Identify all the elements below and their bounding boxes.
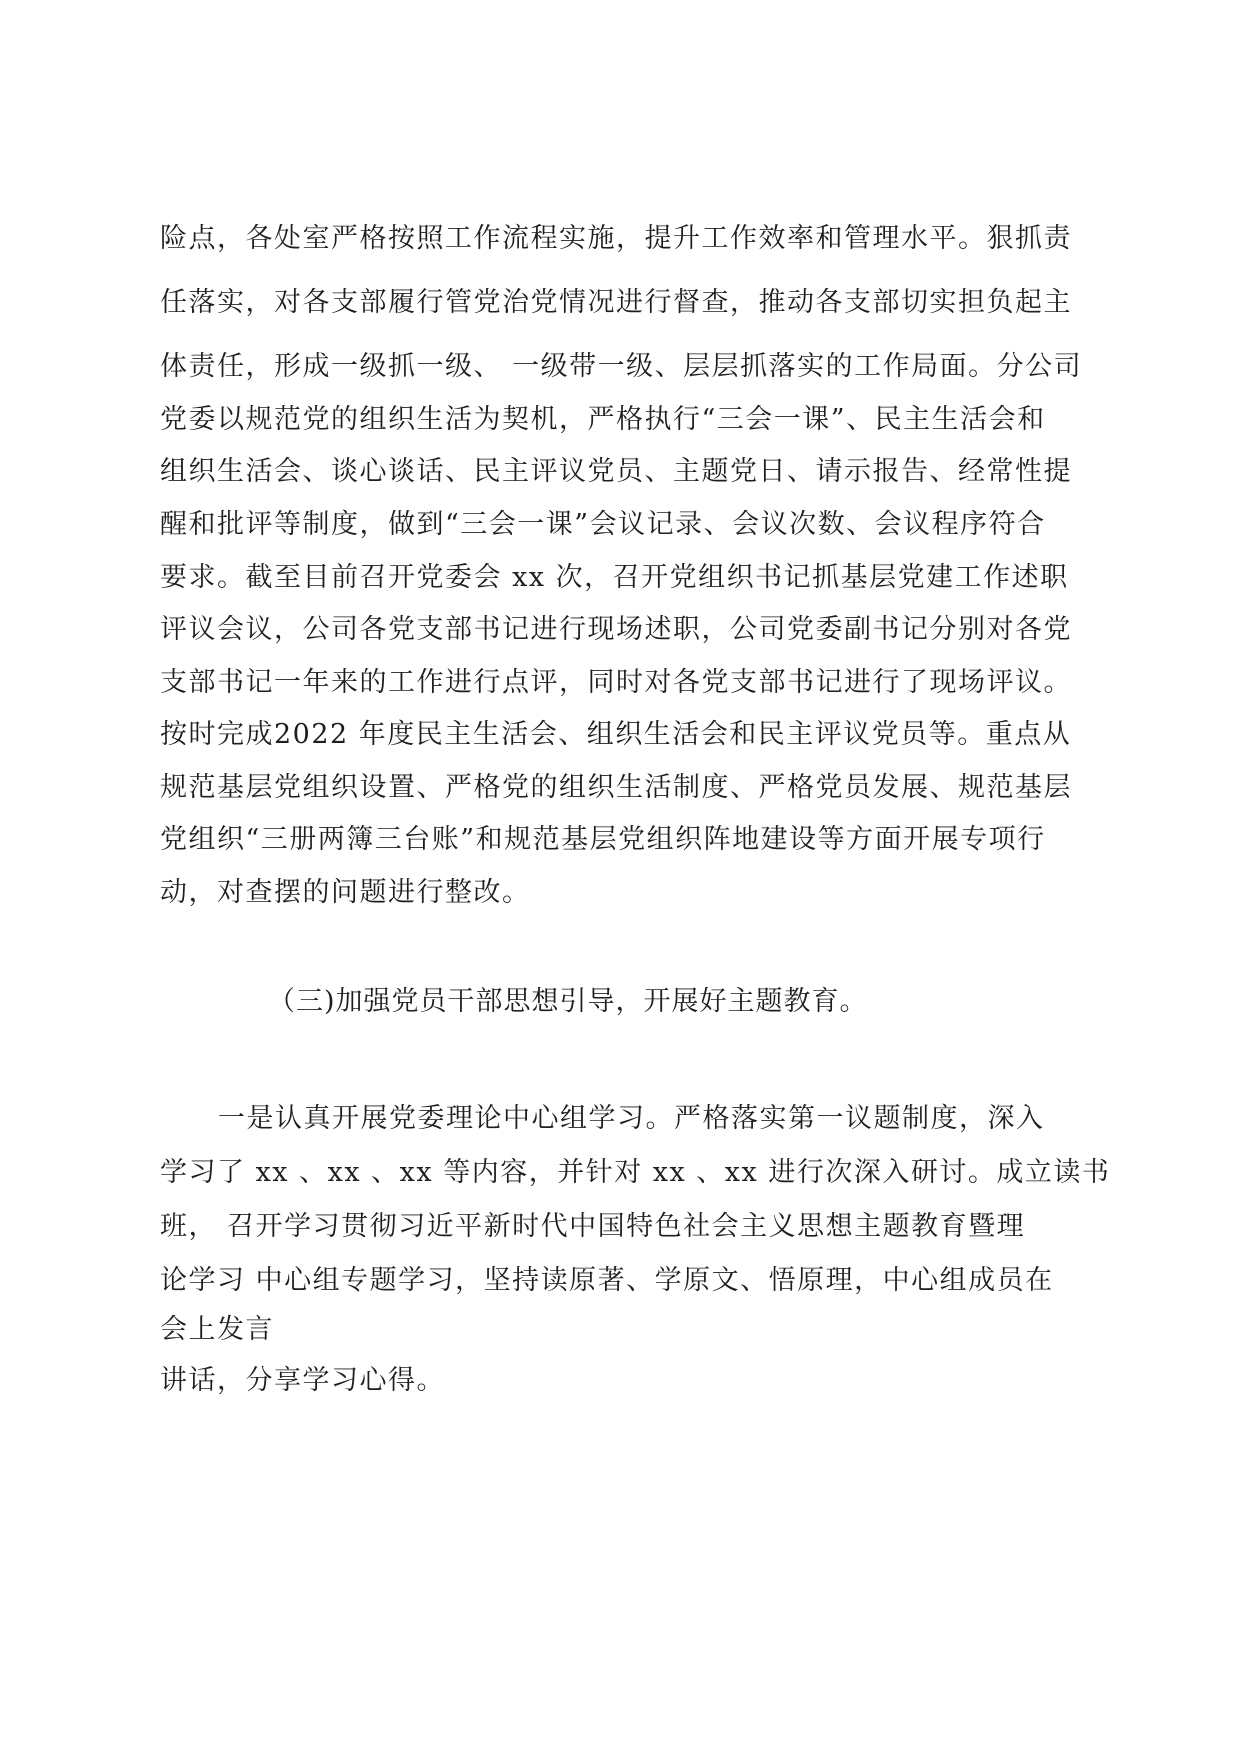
paragraph-line: 组织生活会、谈心谈话、民主评议党员、主题党日、请示报告、经常性提 (160, 456, 1072, 487)
paragraph-line: 讲话，分享学习心得。 (160, 1365, 445, 1396)
paragraph-line: 要求。截至目前召开党委会 xx 次，召开党组织书记抓基层党建工作述职 (160, 562, 1069, 593)
paragraph-line: 评议会议，公司各党支部书记进行现场述职，公司党委副书记分别对各党 (160, 614, 1072, 645)
paragraph-line: 规范基层党组织设置、严格党的组织生活制度、严格党员发展、规范基层 (160, 772, 1072, 803)
paragraph-line: 论学习 中心组专题学习，坚持读原著、学原文、悟原理，中心组成员在 (160, 1265, 1054, 1296)
paragraph-line: 险点，各处室严格按照工作流程实施，提升工作效率和管理水平。狠抓责 (160, 223, 1072, 254)
paragraph-line: 班， 召开学习贯彻习近平新时代中国特色社会主义思想主题教育暨理 (160, 1211, 1026, 1242)
paragraph-line: 体责任，形成一级抓一级、 一级带一级、层层抓落实的工作局面。分公司 (160, 351, 1083, 382)
paragraph-line: 党组织“三册两簿三台账”和规范基层党组织阵地建设等方面开展专项行 (160, 824, 1046, 855)
paragraph-line: 学习了 xx 、xx 、xx 等内容，并针对 xx 、xx 进行次深入研讨。成立读书 (160, 1157, 1111, 1188)
paragraph-line: 党委以规范党的组织生活为契机，严格执行“三会一课”、民主生活会和 (160, 404, 1046, 435)
paragraph-line: 按时完成2022 年度民主生活会、组织生活会和民主评议党员等。重点从 (160, 719, 1072, 750)
paragraph-line: 动，对查摆的问题进行整改。 (160, 877, 531, 908)
paragraph-line: 一是认真开展党委理论中心组学习。严格落实第一议题制度，深入 (218, 1103, 1045, 1134)
paragraph-line: 会上发言 (160, 1314, 274, 1345)
paragraph-line: 任落实，对各支部履行管党治党情况进行督查，推动各支部切实担负起主 (160, 287, 1072, 318)
paragraph-line: 支部书记一年来的工作进行点评，同时对各党支部书记进行了现场评议。 (160, 667, 1072, 698)
paragraph-line: 醒和批评等制度，做到“三会一课”会议记录、会议次数、会议程序符合 (160, 509, 1046, 540)
section-heading: （三)加强党员干部思想引导，开展好主题教育。 (268, 986, 868, 1017)
